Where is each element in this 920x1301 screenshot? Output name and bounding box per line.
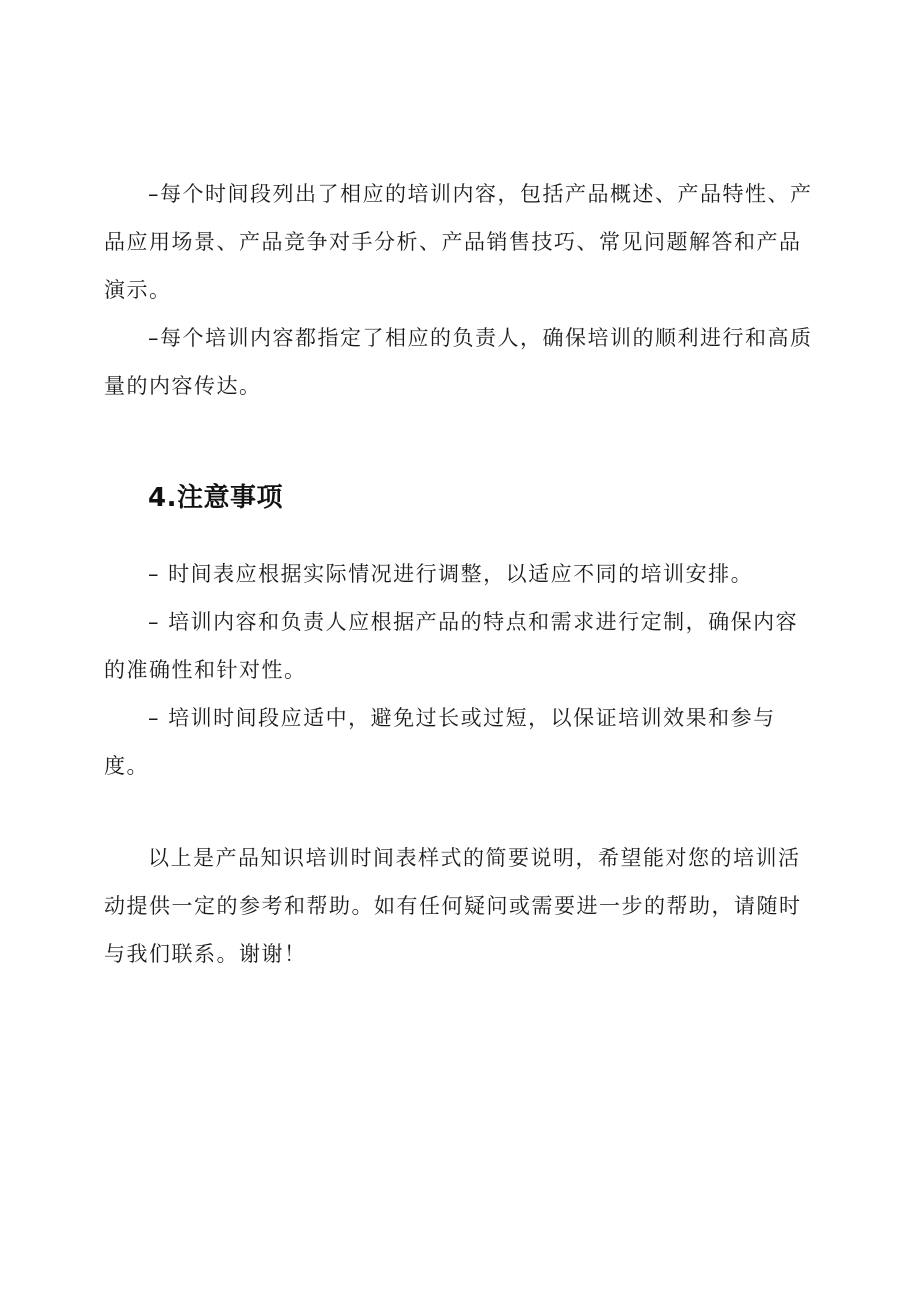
note-point-customize: – 培训内容和负责人应根据产品的特点和需求进行定制，确保内容的准确性和针对性。 [104, 610, 799, 682]
intro-point-owners: –每个培训内容都指定了相应的负责人，确保培训的顺利进行和高质量的内容传达。 [104, 326, 813, 398]
intro-section [104, 170, 820, 410]
closing-section [104, 834, 820, 978]
notes-section [104, 550, 820, 790]
note-point-duration: – 培训时间段应适中，避免过长或过短，以保证培训效果和参与度。 [104, 706, 776, 778]
closing-paragraph: 以上是产品知识培训时间表样式的简要说明，希望能对您的培训活动提供一定的参考和帮助。如有任何疑问或需要进一步的帮助，请随时与我们联系。谢谢！ [104, 846, 802, 966]
note-point-adjust: – 时间表应根据实际情况进行调整，以适应不同的培训安排。 [148, 562, 754, 586]
intro-point-time-slots: –每个时间段列出了相应的培训内容，包括产品概述、产品特性、产品应用场景、产品竞争对手分析、产品销售技巧、常见问题解答和产品演示。 [104, 182, 813, 302]
section-heading-notes: 4.注意事项 [148, 483, 283, 513]
